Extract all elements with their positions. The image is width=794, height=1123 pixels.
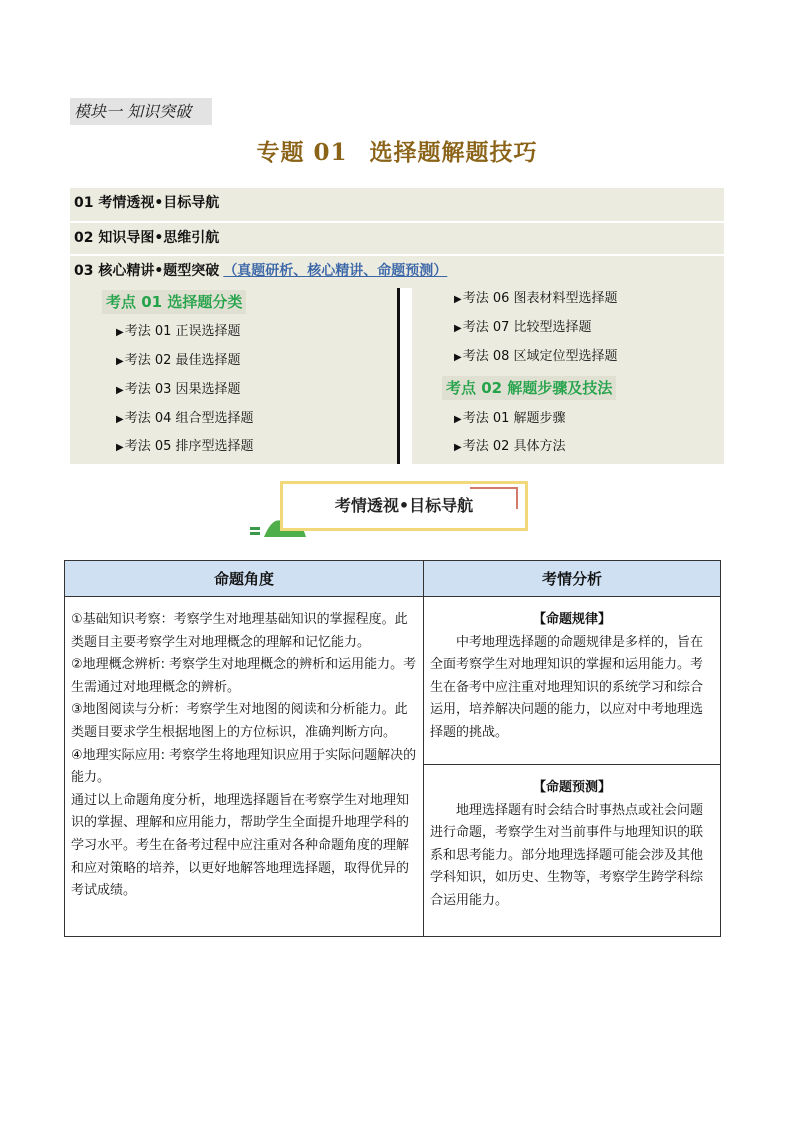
toc-row-3-sub-link[interactable]: （真题研析、核心精讲、命题预测） — [223, 263, 448, 279]
triangle-right-icon: ▶ — [454, 294, 462, 305]
triangle-right-icon: ▶ — [116, 356, 124, 367]
toc-row-3-label: 03 核心精讲•题型突破 — [74, 263, 220, 279]
paragraph: 通过以上命题角度分析，地理选择题旨在考察学生对地理知识的掌握、理解和应用能力，帮助学生全面提升地理学科的学习水平。考生在备考过程中应注重对各种命题角度的理解和应对策略的培养，以更好地解答地理选择题，取得优异的考试成绩。 — [71, 792, 410, 899]
triangle-right-icon: ▶ — [454, 442, 462, 453]
forecast-text: 地理选择题有时会结合时事热点或社会问题进行命题，考察学生对当前事件与地理知识的联系和思考能力。部分地理选择题可能会涉及其他学科知识，如历史、生物等，考察学生跨学科综合运用能力。 — [430, 802, 704, 908]
banner-box: 考情透视•目标导航 — [280, 481, 528, 531]
toc-row-1[interactable]: 01 考情透视•目标导航 — [74, 195, 220, 211]
table-of-contents — [70, 188, 724, 464]
header-left: 命题角度 — [65, 561, 424, 597]
kaodian-1-heading[interactable]: 考点 01 选择题分类 — [102, 290, 246, 314]
column-gap — [400, 288, 412, 464]
triangle-right-icon: ▶ — [454, 323, 462, 334]
toc-item[interactable]: ▶考法 06 图表材料型选择题 — [454, 291, 618, 306]
toc-item[interactable]: ▶考法 04 组合型选择题 — [116, 411, 254, 426]
toc-item[interactable]: ▶考法 05 排序型选择题 — [116, 439, 254, 454]
triangle-right-icon: ▶ — [116, 385, 124, 396]
header-right: 考情分析 — [424, 561, 721, 597]
toc-row-3[interactable] — [70, 254, 724, 284]
page-title — [0, 134, 794, 167]
paragraph: ②地理概念辨析: 考察学生对地理概念的辨析和运用能力。考生需通过对地理概念的辨析。 — [71, 657, 417, 695]
right-bottom-cell — [424, 765, 721, 937]
left-cell — [65, 597, 424, 937]
triangle-right-icon: ▶ — [454, 414, 462, 425]
toc-item[interactable]: ▶考法 07 比较型选择题 — [454, 320, 592, 335]
triangle-right-icon: ▶ — [116, 414, 124, 425]
rule-text: 中考地理选择题的命题规律是多样的，旨在全面考察学生对地理知识的掌握和运用能力。考生在备考中应注重对地理知识的系统学习和综合运用，培养解决问题的能力，以应对中考地理选择题的挑战。 — [430, 634, 704, 740]
toc-item[interactable]: ▶考法 01 解题步骤 — [454, 411, 566, 426]
toc-item[interactable]: ▶考法 02 最佳选择题 — [116, 353, 241, 368]
triangle-right-icon: ▶ — [116, 442, 124, 453]
toc-item[interactable]: ▶考法 02 具体方法 — [454, 439, 566, 454]
banner-accent-line — [516, 487, 518, 509]
triangle-right-icon: ▶ — [454, 352, 462, 363]
toc-item[interactable]: ▶考法 03 因果选择题 — [116, 382, 241, 397]
toc-row-2[interactable]: 02 知识导图•思维引航 — [70, 221, 724, 251]
module-label: 模块一 知识突破 — [70, 98, 212, 125]
column-divider — [397, 288, 400, 464]
kaodian-2-heading[interactable]: 考点 02 解题步骤及技法 — [442, 376, 616, 400]
analysis-table — [64, 560, 721, 937]
triangle-right-icon: ▶ — [116, 327, 124, 338]
toc-item[interactable]: ▶考法 01 正误选择题 — [116, 324, 241, 339]
title-number: 专题 01 — [256, 139, 348, 166]
paragraph: ①基础知识考察：考察学生对地理基础知识的掌握程度。此类题目主要考察学生对地理概念的理解和记忆能力。 — [71, 612, 408, 650]
title-text: 选择题解题技巧 — [369, 140, 538, 166]
banner-accent-line — [470, 487, 518, 489]
section-banner — [270, 481, 530, 537]
toc-item[interactable]: ▶考法 08 区域定位型选择题 — [454, 349, 618, 364]
paragraph: ③地图阅读与分析：考察学生对地图的阅读和分析能力。此类题目要求学生根据地图上的方位标识，准确判断方向。 — [71, 702, 408, 740]
forecast-title: 【命题预测】 — [532, 780, 611, 795]
paragraph: ④地理实际应用: 考察学生将地理知识应用于实际问题解决的能力。 — [71, 747, 417, 786]
rule-title: 【命题规律】 — [532, 612, 611, 627]
right-top-cell — [424, 597, 721, 765]
